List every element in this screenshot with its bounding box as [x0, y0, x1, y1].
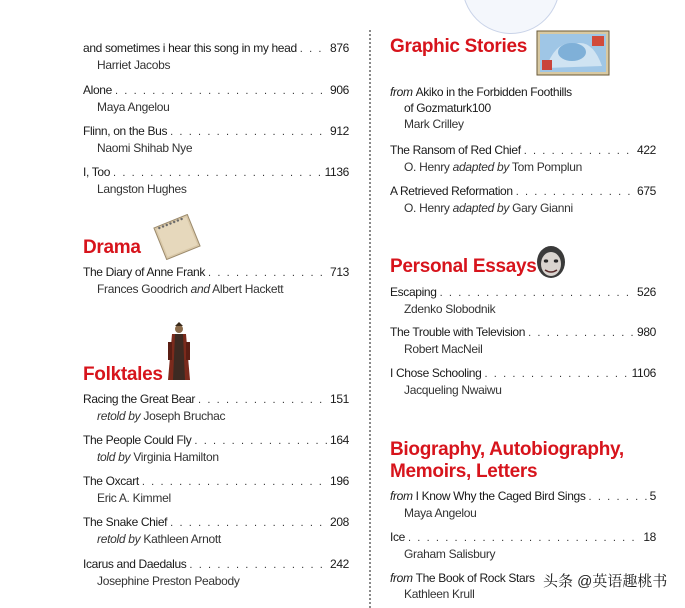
entry-title: The Ransom of Red Chief [390, 143, 521, 157]
entry-title: Escaping [390, 285, 437, 299]
toc-entry[interactable] [390, 183, 656, 216]
entry-author: Kathleen Krull [404, 587, 475, 601]
toc-entry[interactable] [390, 488, 656, 521]
leader-dots [516, 184, 634, 200]
entry-title: The People Could Fly [83, 433, 192, 447]
toc-entry[interactable] [390, 324, 656, 357]
leader-dots [440, 285, 634, 301]
entry-title: Racing the Great Bear [83, 392, 196, 406]
entry-title: The Snake Chief [83, 515, 168, 529]
entry-title: Icarus and Daedalus [83, 557, 187, 571]
entry-author: Langston Hughes [97, 182, 187, 196]
entry-author: Maya Angelou [404, 506, 477, 520]
page-number: 208 [330, 515, 349, 529]
entry-title-cont: of Gozmaturk [404, 101, 472, 115]
robed-figure-icon [166, 322, 192, 387]
adapter-name: Tom Pomplun [511, 160, 582, 174]
entry-title: I, Too [83, 165, 111, 179]
section-heading-memoirs: Memoirs, Letters [390, 461, 538, 482]
toc-entry[interactable] [83, 123, 349, 156]
section-heading-personal-essays: Personal Essays [390, 256, 537, 277]
author-role: retold by [97, 532, 141, 546]
page-number: 422 [637, 143, 656, 157]
page-number: 100 [471, 101, 491, 115]
author-name: O. Henry [404, 160, 450, 174]
author-role: adapted by [452, 160, 510, 174]
entry-title: Ice [390, 530, 405, 544]
toc-entry[interactable] [390, 529, 656, 562]
entry-author: Zdenko Slobodnik [404, 302, 496, 316]
page-number: 18 [643, 530, 656, 544]
toc-entry[interactable] [83, 82, 349, 115]
page-number: 980 [637, 325, 656, 339]
entry-title: I Know Why the Caged Bird Sings [415, 489, 586, 503]
section-heading-biography: Biography, Autobiography, [390, 439, 624, 460]
leader-dots [115, 83, 327, 99]
entry-title: Flinn, on the Bus [83, 124, 168, 138]
toc-entry[interactable] [83, 164, 349, 197]
toc-entry[interactable] [83, 264, 349, 297]
leader-dots [408, 530, 640, 546]
author-name: Joseph Bruchac [143, 409, 226, 423]
entry-author: Harriet Jacobs [97, 58, 171, 72]
decorative-circle [462, 0, 560, 34]
author-name: Frances Goodrich [97, 282, 188, 296]
entry-prefix: from [390, 571, 413, 585]
entry-title: The Trouble with Television [390, 325, 526, 339]
leader-dots [484, 366, 628, 382]
toc-entry[interactable] [390, 365, 656, 398]
entry-author: Jacqueling Nwaiwu [404, 383, 502, 397]
page-number: 1106 [631, 366, 656, 380]
leader-dots [170, 124, 327, 140]
author-role: adapted by [452, 201, 510, 215]
leader-dots [198, 392, 327, 408]
page-number: 1136 [324, 165, 349, 179]
entry-author: Naomi Shihab Nye [97, 141, 193, 155]
toc-entry[interactable] [83, 391, 349, 424]
entry-author [83, 449, 349, 465]
leader-dots [528, 325, 634, 341]
entry-author: Josephine Preston Peabody [97, 574, 240, 588]
entry-author: Robert MacNeil [404, 342, 483, 356]
entry-title: The Book of Rock Stars [415, 571, 535, 585]
page-number: 151 [330, 392, 349, 406]
leader-dots [524, 143, 634, 159]
face-portrait-icon [534, 244, 568, 285]
author-name: O. Henry [404, 201, 450, 215]
leader-dots [589, 489, 647, 505]
comic-panel-icon [536, 30, 610, 81]
column-divider [369, 30, 371, 608]
section-heading-graphic-stories: Graphic Stories [390, 36, 527, 57]
entry-title: The Diary of Anne Frank [83, 265, 206, 279]
leader-dots [170, 515, 327, 531]
leader-dots [300, 41, 327, 57]
page-number: 912 [330, 124, 349, 138]
entry-title: A Retrieved Reformation [390, 184, 513, 198]
page-number: 242 [330, 557, 349, 571]
toc-entry[interactable] [83, 432, 349, 465]
entry-author: Mark Crilley [404, 117, 464, 131]
entry-title: and sometimes i hear this song in my head [83, 41, 297, 55]
entry-author [83, 408, 349, 424]
toc-entry[interactable] [83, 40, 349, 73]
toc-entry[interactable] [83, 556, 349, 589]
author-name: Kathleen Arnott [143, 532, 221, 546]
entry-prefix: from [390, 85, 413, 99]
author-name: Virginia Hamilton [133, 450, 219, 464]
entry-title: The Oxcart [83, 474, 139, 488]
page-number: 526 [637, 285, 656, 299]
entry-title: I Chose Schooling [390, 366, 482, 380]
leader-dots [189, 557, 327, 573]
watermark-text: 头条 @英语趣桃书 [543, 573, 668, 590]
page-number: 5 [649, 489, 656, 503]
toc-entry[interactable] [83, 473, 349, 506]
entry-title: Akiko in the Forbidden Foothills [415, 85, 572, 99]
toc-entry[interactable] [390, 84, 656, 132]
entry-title-continued [390, 100, 656, 116]
leader-dots [208, 265, 327, 281]
leader-dots [113, 165, 322, 181]
entry-title: Alone [83, 83, 112, 97]
entry-author [83, 281, 349, 297]
page-number: 906 [330, 83, 349, 97]
toc-entry[interactable] [83, 514, 349, 547]
entry-author: Maya Angelou [97, 100, 170, 114]
author-role: told by [97, 450, 131, 464]
adapter-name: Gary Gianni [512, 201, 573, 215]
leader-dots [142, 474, 327, 490]
author-role: retold by [97, 409, 141, 423]
author-joiner: and [190, 282, 210, 296]
author-name: Albert Hackett [212, 282, 284, 296]
entry-author [390, 159, 656, 175]
entry-author: Eric A. Kimmel [97, 491, 171, 505]
page-number: 876 [330, 41, 349, 55]
notepad-icon [151, 214, 203, 265]
entry-author [83, 531, 349, 547]
section-heading-drama: Drama [83, 237, 141, 258]
page-number: 196 [330, 474, 349, 488]
entry-author [390, 200, 656, 216]
entry-prefix: from [390, 489, 413, 503]
section-heading-folktales: Folktales [83, 364, 163, 385]
entry-author: Graham Salisbury [404, 547, 496, 561]
page-number: 164 [330, 433, 349, 447]
page-number: 675 [637, 184, 656, 198]
leader-dots [194, 433, 327, 449]
page-number: 713 [330, 265, 349, 279]
toc-entry[interactable] [390, 284, 656, 317]
toc-entry[interactable] [390, 142, 656, 175]
